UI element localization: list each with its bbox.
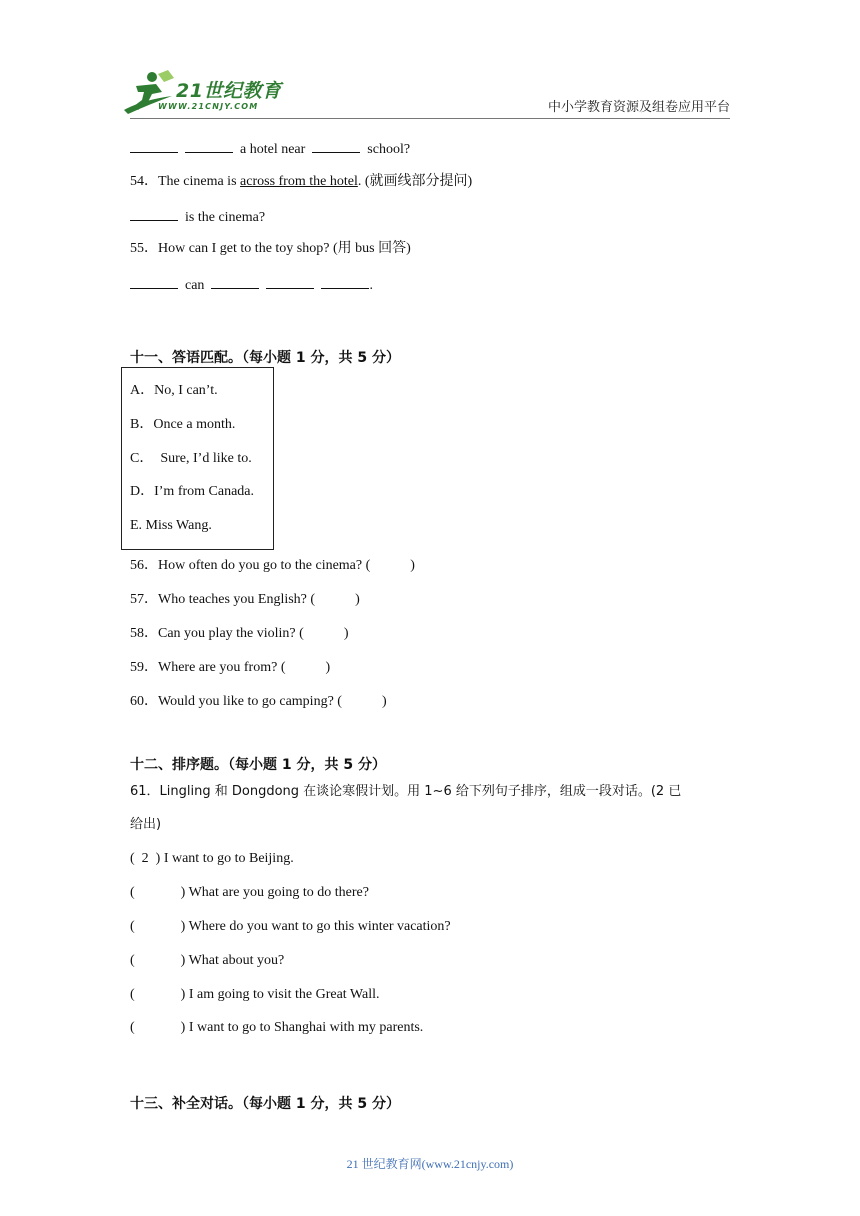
order-item [130, 918, 451, 936]
close-paren: ) [381, 694, 387, 709]
order-item [130, 952, 284, 970]
question-text: Where are you from? ( [158, 660, 286, 675]
order-item [130, 986, 380, 1004]
close-paren: ) [343, 626, 349, 641]
section-13-title: 十三、补全对话。（每小题 1 分，共 5 分） [130, 1096, 400, 1112]
q53-text-b: school? [367, 142, 411, 157]
order-item [130, 884, 369, 902]
q56-question [130, 557, 415, 575]
question-text: Who teaches you English? ( [158, 592, 316, 607]
question-number: 54． [130, 174, 158, 189]
section-11-title: 十一、答语匹配。（每小题 1 分，共 5 分） [130, 350, 400, 366]
close-paren: ) [325, 660, 331, 675]
q55-answer-line: can . [130, 275, 373, 295]
answer-blank [321, 275, 369, 289]
q61-intro-line1: 61．Lingling 和 Dongdong 在谈论寒假计划。用 1~6 给下列句子排序，组成一段对话。(2 已 [130, 784, 682, 799]
question-text: Can you play the violin? ( [158, 626, 304, 641]
open-paren: ( [130, 885, 135, 900]
option-c: C． Sure, I’d like to. [130, 451, 252, 466]
q59-question [130, 659, 330, 677]
section-12-title: 十二、排序题。（每小题 1 分，共 5 分） [130, 757, 386, 773]
order-item-text: ) I want to go to Shanghai with my parents. [180, 1020, 424, 1035]
q54-prefix: The cinema is [158, 174, 241, 189]
order-item-given: ( 2 ) I want to go to Beijing. [130, 851, 294, 866]
q61-intro-line2: 给出) [130, 817, 162, 832]
question-number: 58． [130, 626, 158, 641]
question-text: Would you like to go camping? ( [158, 694, 342, 709]
question-number: 57． [130, 592, 158, 607]
q54-answer-text: is the cinema? [185, 210, 266, 225]
answer-blank [130, 207, 178, 221]
site-logo [122, 70, 292, 116]
answer-blank [130, 275, 178, 289]
answer-blank [312, 139, 360, 153]
q54-suffix: . (就画线部分提问) [357, 174, 473, 189]
page-footer: 21 世纪教育网(www.21cnjy.com) [346, 1157, 514, 1171]
q53-text-a: a hotel near [240, 142, 306, 157]
q54-answer-line [130, 207, 265, 227]
order-item-text: ) What are you going to do there? [180, 885, 369, 900]
question-number: 60． [130, 694, 158, 709]
open-paren: ( [130, 953, 135, 968]
logo-main-text: 21世纪教育 [176, 80, 282, 102]
q57-question [130, 591, 360, 609]
q55-question [130, 240, 411, 258]
open-paren: ( [130, 1020, 135, 1035]
option-a: A．No, I can’t. [130, 383, 218, 398]
header-platform-text: 中小学教育资源及组卷应用平台 [548, 99, 731, 114]
answer-blank [211, 275, 259, 289]
question-text: How often do you go to the cinema? ( [158, 558, 371, 573]
q53-answer-line [130, 139, 410, 159]
option-b: B．Once a month. [130, 417, 236, 432]
question-number: 55． [130, 241, 158, 256]
q55-text: How can I get to the toy shop? (用 bus 回答) [158, 241, 411, 256]
open-paren: ( [130, 919, 135, 934]
order-item [130, 1019, 423, 1037]
question-number: 56． [130, 558, 158, 573]
option-d: D．I’m from Canada. [130, 484, 255, 499]
answer-blank [266, 275, 314, 289]
close-paren: ) [355, 592, 360, 607]
option-e: E. Miss Wang. [130, 518, 212, 533]
answer-blank [130, 139, 178, 153]
q54-question [130, 173, 472, 191]
open-paren: ( [130, 987, 135, 1002]
q54-underlined-phrase: across from the hotel [240, 174, 358, 189]
header-divider [130, 118, 730, 119]
order-item-text: ) I am going to visit the Great Wall. [180, 987, 380, 1002]
order-item-text: ) What about you? [180, 953, 285, 968]
logo-sub-text: WWW.21CNJY.COM [158, 102, 259, 111]
q58-question [130, 625, 348, 643]
close-paren: ) [410, 558, 415, 573]
answer-blank [185, 139, 233, 153]
q55-answer-can: can [185, 278, 205, 293]
question-number: 59． [130, 660, 158, 675]
q60-question [130, 693, 387, 711]
order-item-text: ) Where do you want to go this winter vacation? [180, 919, 451, 934]
